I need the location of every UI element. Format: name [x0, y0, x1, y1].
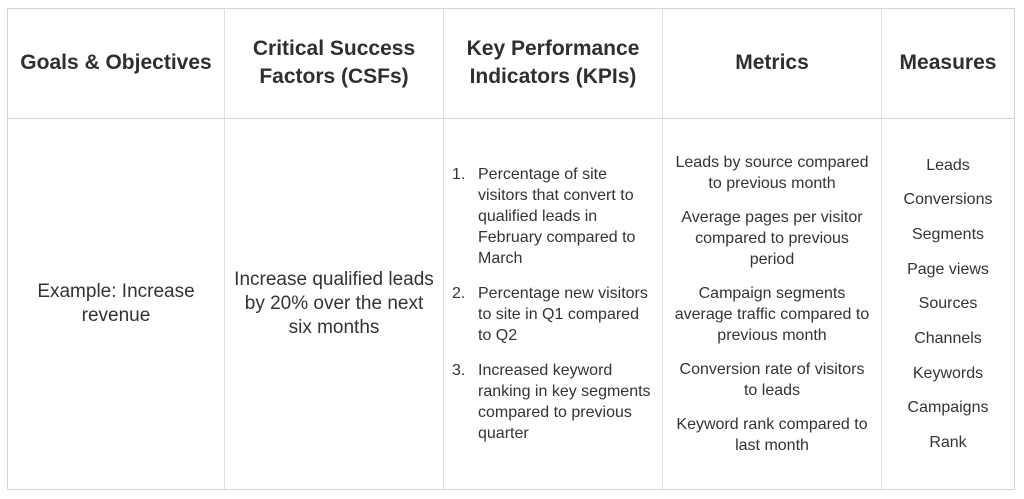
framework-table	[8, 9, 1014, 489]
measure-item: Campaigns	[907, 399, 989, 417]
metrics-cell	[663, 118, 882, 489]
list-item	[452, 283, 654, 346]
kpi-number: 1.	[452, 165, 466, 183]
header-critical-success-factors: Critical Success Factors (CSFs)	[225, 9, 444, 118]
measure-item: Rank	[929, 434, 967, 451]
measure-item: Sources	[918, 295, 978, 313]
metric-item: Conversion rate of visitors to leads	[679, 360, 865, 399]
measure-item: Keywords	[912, 364, 984, 382]
measures-cell	[882, 118, 1015, 489]
kpi-text: Percentage of site visitors that convert to qualified leads in February compared to March	[478, 165, 636, 267]
header-measures: Measures	[882, 9, 1015, 118]
kpi-list	[452, 164, 654, 444]
metric-item: Campaign segments average traffic compared to previous month	[674, 284, 870, 344]
kpi-cell	[444, 118, 663, 489]
header-metrics: Metrics	[663, 9, 882, 118]
table-row	[8, 118, 1014, 489]
measure-item: Channels	[914, 329, 982, 347]
csf-cell: Increase qualified leads by 20% over the next six months	[225, 118, 444, 489]
metric-item: Average pages per visitor compared to previous period	[681, 208, 863, 268]
list-item	[452, 360, 654, 444]
measure-item: Leads	[926, 156, 970, 174]
header-goals-objectives: Goals & Objectives	[8, 9, 225, 118]
measure-item: Page views	[907, 260, 989, 278]
measure-item: Segments	[911, 225, 985, 243]
kpi-number: 2.	[452, 284, 466, 302]
goal-cell: Example: Increase revenue	[8, 118, 225, 489]
header-row	[8, 9, 1014, 118]
kpi-number: 3.	[452, 361, 466, 379]
metric-item: Keyword rank compared to last month	[676, 415, 868, 454]
header-key-performance-indicators: Key Performance Indicators (KPIs)	[444, 9, 663, 118]
measure-item: Conversions	[903, 191, 993, 209]
list-item	[452, 164, 654, 269]
metric-item: Leads by source compared to previous month	[675, 153, 869, 192]
framework-table-frame	[7, 8, 1015, 490]
kpi-text: Increased keyword ranking in key segments compared to previous quarter	[478, 361, 651, 442]
kpi-text: Percentage new visitors to site in Q1 compared to Q2	[478, 284, 648, 344]
